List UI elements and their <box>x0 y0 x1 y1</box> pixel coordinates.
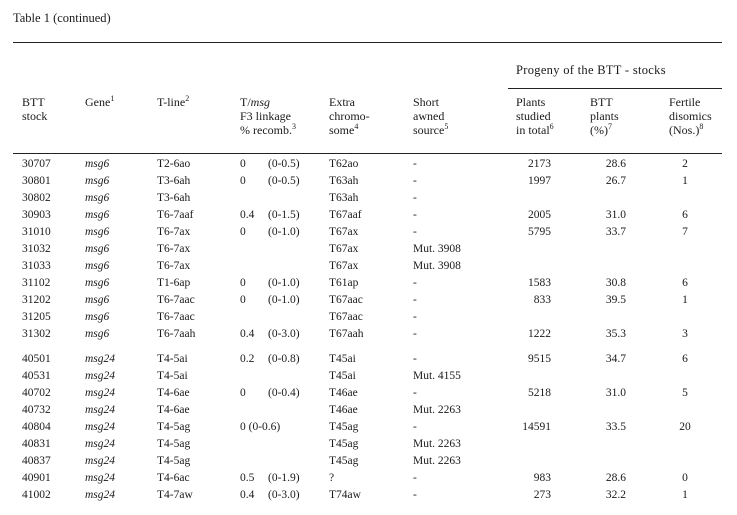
cell-rec: 0 <box>240 277 246 289</box>
cell-tline: T4-5ai <box>157 370 188 382</box>
cell-ci: (0-1.0) <box>268 294 300 306</box>
cell-ci: (0-0.5) <box>268 175 300 187</box>
cell-tline: T4-5ag <box>157 438 191 450</box>
cell-btt: 33.5 <box>605 421 626 433</box>
cell-rec: 0 <box>240 387 246 399</box>
cell-btt: 28.6 <box>605 158 626 170</box>
cell-stock: 40837 <box>22 455 51 467</box>
cell-plants: 2173 <box>528 158 551 170</box>
cell-extra: T63ah <box>329 192 359 204</box>
cell-plants: 1997 <box>528 175 551 187</box>
cell-fert: 3 <box>682 328 688 340</box>
cell-ci: (0-0.8) <box>268 353 300 365</box>
header-stock: BTT stock <box>22 95 48 123</box>
cell-stock: 31102 <box>22 277 51 289</box>
table-caption: Table 1 (continued) <box>13 11 111 25</box>
cell-gene: msg6 <box>85 260 110 272</box>
cell-tline: T1-6ap <box>157 277 191 289</box>
cell-gene: msg24 <box>85 387 116 399</box>
cell-gene: msg6 <box>85 226 110 238</box>
cell-tline: T6-7aaf <box>157 209 194 221</box>
cell-extra: T61ap <box>329 277 359 289</box>
cell-short: - <box>413 277 417 289</box>
cell-ci: (0-1.5) <box>268 209 300 221</box>
header-tmsg: T/msg F3 linkage % recomb.$^3$ <box>240 95 296 137</box>
cell-stock: 40501 <box>22 353 51 365</box>
header-btt: BTT plants (%)$^7$ <box>590 95 619 137</box>
cell-btt: 32.2 <box>605 489 626 501</box>
cell-short: - <box>413 472 417 484</box>
cell-extra: T45ag <box>329 455 359 467</box>
cell-extra: T45ag <box>329 438 359 450</box>
cell-stock: 31033 <box>22 260 51 272</box>
cell-gene: msg6 <box>85 209 110 221</box>
cell-gene: msg24 <box>85 353 116 365</box>
cell-gene: msg24 <box>85 370 116 382</box>
cell-plants: 1222 <box>528 328 551 340</box>
cell-gene: msg24 <box>85 421 116 433</box>
cell-short: - <box>413 353 417 365</box>
cell-short: - <box>413 294 417 306</box>
cell-extra: T67ax <box>329 226 359 238</box>
cell-rec: 0 <box>240 158 246 170</box>
cell-extra: T74aw <box>329 489 361 501</box>
cell-stock: 40831 <box>22 438 51 450</box>
cell-gene: msg6 <box>85 243 110 255</box>
cell-extra: T45ai <box>329 353 356 365</box>
cell-btt: 39.5 <box>605 294 626 306</box>
cell-tline: T4-7aw <box>157 489 193 501</box>
cell-short: Mut. 2263 <box>413 438 461 450</box>
cell-gene: msg6 <box>85 328 110 340</box>
cell-short: - <box>413 387 417 399</box>
cell-stock: 31202 <box>22 294 51 306</box>
cell-short: Mut. 2263 <box>413 455 461 467</box>
cell-stock: 30802 <box>22 192 51 204</box>
cell-fert: 20 <box>679 421 691 433</box>
cell-short: Mut. 4155 <box>413 370 461 382</box>
cell-fert: 5 <box>682 387 688 399</box>
cell-rec: 0.4 <box>240 489 255 501</box>
cell-plants: 983 <box>533 472 551 484</box>
cell-short: - <box>413 192 417 204</box>
cell-extra: ? <box>329 472 335 484</box>
cell-extra: T67ax <box>329 243 359 255</box>
cell-short: - <box>413 311 417 323</box>
cell-rec: 0.4 <box>240 328 255 340</box>
header-short: Short awned source$^5$ <box>413 95 449 137</box>
cell-fert: 1 <box>682 294 688 306</box>
cell-ci: (0-0.5) <box>268 158 300 170</box>
cell-rec: 0.5 <box>240 472 255 484</box>
cell-stock: 30801 <box>22 175 51 187</box>
cell-plants: 273 <box>533 489 551 501</box>
cell-ci: (0-1.9) <box>268 472 300 484</box>
cell-ci: (0-1.0) <box>268 277 300 289</box>
cell-tline: T4-5ag <box>157 455 191 467</box>
cell-short: Mut. 2263 <box>413 404 461 416</box>
cell-stock: 30903 <box>22 209 51 221</box>
cell-gene: msg6 <box>85 311 110 323</box>
cell-short: - <box>413 209 417 221</box>
cell-tline: T6-7ax <box>157 260 191 272</box>
cell-gene: msg24 <box>85 472 116 484</box>
progeny-title: Progeny of the BTT - stocks <box>516 63 666 77</box>
header-tline: T-line$^2$ <box>157 94 190 109</box>
cell-rec: 0 <box>240 226 246 238</box>
cell-gene: msg24 <box>85 438 116 450</box>
cell-tline: T6-7ax <box>157 243 191 255</box>
cell-fert: 1 <box>682 175 688 187</box>
cell-short: Mut. 3908 <box>413 243 461 255</box>
cell-stock: 40702 <box>22 387 51 399</box>
cell-rec: 0.4 <box>240 209 255 221</box>
cell-stock: 31302 <box>22 328 51 340</box>
cell-fert: 6 <box>682 209 688 221</box>
cell-btt: 30.8 <box>605 277 626 289</box>
cell-plants: 9515 <box>528 353 551 365</box>
header-fertile: Fertile disomics $(Nos.)^8$ <box>669 95 712 137</box>
top-rule <box>13 42 722 43</box>
cell-stock: 30707 <box>22 158 51 170</box>
cell-short: - <box>413 226 417 238</box>
cell-extra: T67aaf <box>329 209 362 221</box>
cell-ci: (0-3.0) <box>268 328 300 340</box>
cell-tline: T2-6ao <box>157 158 191 170</box>
cell-extra: T67ax <box>329 260 359 272</box>
cell-extra: T45ai <box>329 370 356 382</box>
cell-btt: 31.0 <box>605 209 626 221</box>
cell-extra: T46ae <box>329 404 358 416</box>
cell-short: - <box>413 158 417 170</box>
cell-stock: 31010 <box>22 226 51 238</box>
cell-tline: T3-6ah <box>157 192 191 204</box>
cell-btt: 28.6 <box>605 472 626 484</box>
cell-plants: 833 <box>533 294 551 306</box>
cell-btt: 31.0 <box>605 387 626 399</box>
cell-short: - <box>413 421 417 433</box>
cell-tline: T6-7ax <box>157 226 191 238</box>
cell-tline: T4-5ai <box>157 353 188 365</box>
cell-gene: msg6 <box>85 277 110 289</box>
cell-fert: 6 <box>682 353 688 365</box>
header-extra: Extra chromo- some$^4$ <box>329 95 370 137</box>
cell-rec: 0 (0-0.6) <box>240 421 281 433</box>
cell-plants: 14591 <box>522 421 551 433</box>
cell-stock: 40804 <box>22 421 51 433</box>
cell-plants: 1583 <box>528 277 551 289</box>
cell-extra: T67aac <box>329 294 363 306</box>
cell-btt: 35.3 <box>605 328 626 340</box>
cell-tline: T3-6ah <box>157 175 191 187</box>
cell-short: Mut. 3908 <box>413 260 461 272</box>
cell-gene: msg6 <box>85 158 110 170</box>
cell-stock: 31205 <box>22 311 51 323</box>
cell-extra: T67aah <box>329 328 364 340</box>
cell-extra: T62ao <box>329 158 359 170</box>
cell-extra: T63ah <box>329 175 359 187</box>
cell-tline: T6-7aac <box>157 311 195 323</box>
cell-plants: 5795 <box>528 226 551 238</box>
progeny-rule <box>508 88 722 89</box>
cell-tline: T6-7aah <box>157 328 196 340</box>
cell-btt: 34.7 <box>605 353 626 365</box>
cell-gene: msg24 <box>85 404 116 416</box>
cell-gene: msg24 <box>85 455 116 467</box>
cell-stock: 40901 <box>22 472 51 484</box>
cell-ci: (0-1.0) <box>268 226 300 238</box>
cell-plants: 5218 <box>528 387 551 399</box>
header-plants: Plants studied in total$^6$ <box>516 95 554 137</box>
cell-tline: T4-6ae <box>157 404 190 416</box>
cell-tline: T6-7aac <box>157 294 195 306</box>
cell-stock: 40531 <box>22 370 51 382</box>
cell-btt: 33.7 <box>605 226 626 238</box>
header-gene: Gene$^1$ <box>85 94 115 109</box>
cell-gene: msg6 <box>85 192 110 204</box>
cell-btt: 26.7 <box>605 175 626 187</box>
cell-stock: 31032 <box>22 243 51 255</box>
cell-tline: T4-6ac <box>157 472 190 484</box>
cell-tline: T4-5ag <box>157 421 191 433</box>
cell-fert: 1 <box>682 489 688 501</box>
cell-fert: 0 <box>682 472 688 484</box>
cell-extra: T67aac <box>329 311 363 323</box>
cell-short: - <box>413 175 417 187</box>
cell-short: - <box>413 328 417 340</box>
cell-gene: msg24 <box>85 489 116 501</box>
cell-stock: 41002 <box>22 489 51 501</box>
cell-ci: (0-3.0) <box>268 489 300 501</box>
cell-rec: 0 <box>240 175 246 187</box>
cell-extra: T46ae <box>329 387 358 399</box>
cell-fert: 2 <box>682 158 688 170</box>
cell-fert: 6 <box>682 277 688 289</box>
cell-ci: (0-0.4) <box>268 387 300 399</box>
cell-gene: msg6 <box>85 175 110 187</box>
cell-fert: 7 <box>682 226 688 238</box>
cell-gene: msg6 <box>85 294 110 306</box>
cell-extra: T45ag <box>329 421 359 433</box>
cell-tline: T4-6ae <box>157 387 190 399</box>
cell-rec: 0.2 <box>240 353 255 365</box>
cell-stock: 40732 <box>22 404 51 416</box>
cell-rec: 0 <box>240 294 246 306</box>
cell-short: - <box>413 489 417 501</box>
cell-plants: 2005 <box>528 209 551 221</box>
header-rule <box>13 153 722 154</box>
